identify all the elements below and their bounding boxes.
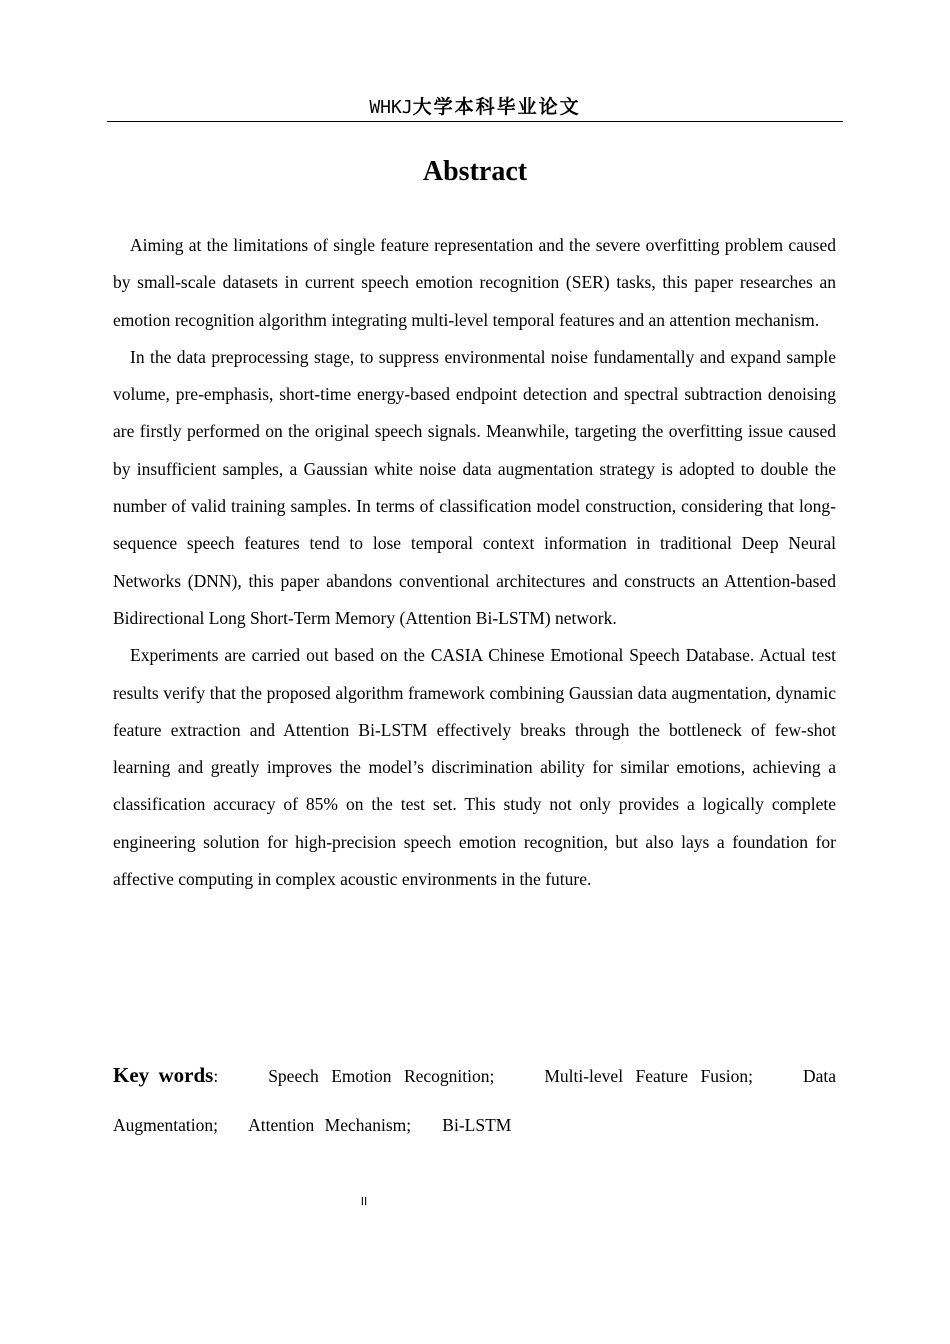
keyword-item: Bi-LSTM bbox=[442, 1115, 512, 1135]
abstract-paragraph-3: Experiments are carried out based on the CASIA Chinese Emotional Speech Database. Actual test results verify that the proposed algorithm framework combining Gaussian data augmentation, dynamic feature extraction and Attention Bi-LSTM effectively breaks through the bottleneck of few-shot learning and greatly improves the model’s discrimination ability for similar emotions, achieving a classification accuracy of 85% on the test set. This study not only provides a logically complete engineering solution for high-precision speech emotion recognition, but also lays a foundation for affective computing in complex acoustic environments in the future. bbox=[113, 645, 836, 890]
abstract-paragraph-1: Aiming at the limitations of single feature representation and the severe overfitting problem caused by small-scale datasets in current speech emotion recognition (SER) tasks, this paper researches an emotion recognition algorithm integrating multi-level temporal features and an attention mechanism. bbox=[113, 235, 836, 330]
header-rule bbox=[107, 121, 843, 122]
keyword-item: Multi-level Feature Fusion; bbox=[544, 1066, 754, 1086]
keywords-label: Key words bbox=[113, 1063, 214, 1087]
running-header bbox=[107, 94, 843, 121]
keywords-section bbox=[113, 1051, 836, 1150]
keyword-item: Attention Mechanism; bbox=[248, 1115, 412, 1135]
header-cjk-text: 大学本科毕业论文 bbox=[412, 96, 581, 118]
keywords-separator: : bbox=[213, 1066, 219, 1086]
abstract-title: Abstract bbox=[422, 156, 528, 187]
keyword-item: Data Augmentation; bbox=[113, 1066, 837, 1135]
page-number: II bbox=[360, 1195, 368, 1208]
keyword-item: Speech Emotion Recognition; bbox=[268, 1066, 495, 1086]
header-latin-text: WHKJ bbox=[369, 97, 413, 118]
abstract-paragraph-2: In the data preprocessing stage, to suppress environmental noise fundamentally and expand sample volume, pre-emphasis, short-time energy-based endpoint detection and spectral subtraction denoising are firstly performed on the original speech signals. Meanwhile, targeting the overfitting issue caused by insufficient samples, a Gaussian white noise data augmentation strategy is adopted to double the number of valid training samples. In terms of classification model construction, considering that long-sequence speech features tend to lose temporal context information in traditional Deep Neural Networks (DNN), this paper abandons conventional architectures and constructs an Attention-based Bidirectional Long Short-Term Memory (Attention Bi-LSTM) network. bbox=[113, 346, 836, 628]
abstract-body bbox=[113, 227, 836, 898]
